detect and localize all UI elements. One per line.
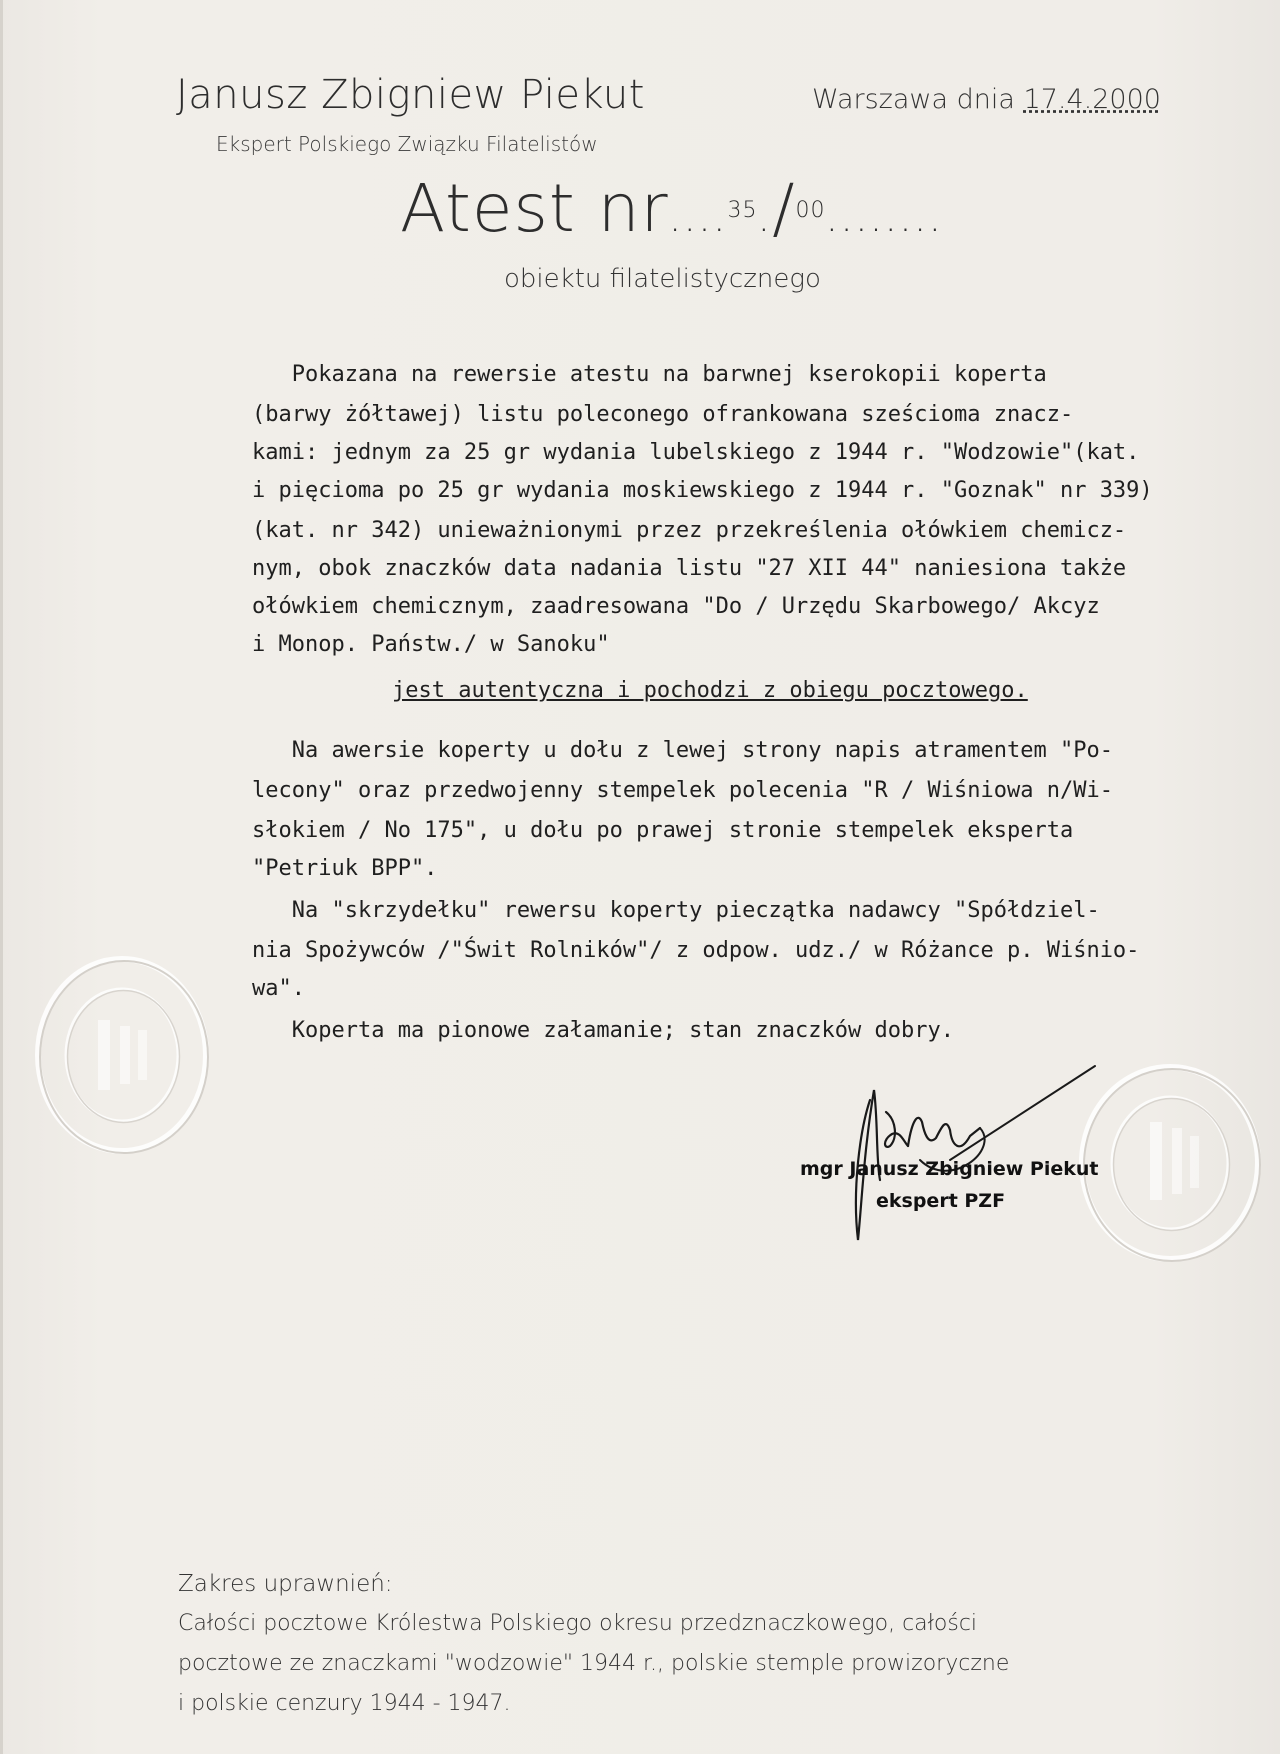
issue-date bbox=[812, 84, 1161, 115]
authenticity-verdict: jest autentyczna i pochodzi z obiegu pocztowego. bbox=[392, 678, 1028, 703]
scope-line: i polskie cenzury 1944 - 1947. bbox=[178, 1691, 511, 1716]
body-line: nym, obok znaczków data nadania listu "27 XII 44" naniesiona także bbox=[252, 556, 1127, 581]
certificate-number: 35 bbox=[727, 198, 758, 223]
body-line: lecony" oraz przedwojenny stempelek polecenia "R / Wiśniowa n/Wi- bbox=[252, 778, 1113, 803]
body-line: ołówkiem chemicznym, zaadresowana "Do / Urzędu Skarbowego/ Akcyz bbox=[252, 594, 1100, 619]
embossed-seal-left bbox=[28, 950, 216, 1160]
certificate-subtitle: obiektu filatelistycznego bbox=[504, 264, 821, 294]
body-line: Na "skrzydełku" rewersu koperty pieczątka nadawcy "Spółdziel- bbox=[252, 898, 1100, 923]
issuer-title: Ekspert Polskiego Związku Filatelistów bbox=[216, 132, 598, 156]
issuer-name: Janusz Zbigniew Piekut bbox=[176, 72, 645, 118]
body-line: i pięcioma po 25 gr wydania moskiewskiego z 1944 r. "Goznak" nr 339) bbox=[252, 478, 1153, 503]
body-line: Pokazana na rewersie atestu na barwnej kserokopii koperta bbox=[252, 362, 1047, 387]
body-line: i Monop. Państw./ w Sanoku" bbox=[252, 632, 610, 657]
certificate-title: Atest nr....$^{35}$./$^{00}$........ bbox=[400, 170, 944, 247]
date-value: 17.4.2000 bbox=[1023, 84, 1161, 115]
body-line: (barwy żółtawej) listu poleconego ofrankowana sześcioma znacz- bbox=[252, 402, 1074, 427]
body-line: wa". bbox=[252, 976, 305, 1001]
body-line: "Petriuk BPP". bbox=[252, 856, 438, 881]
handwritten-signature bbox=[800, 1050, 1110, 1250]
body-line: kami: jednym za 25 gr wydania lubelskiego z 1944 r. "Wodzowie"(kat. bbox=[252, 440, 1140, 465]
page-edge bbox=[0, 0, 3, 1754]
title-label: Atest nr bbox=[400, 170, 669, 247]
body-line: Koperta ma pionowe załamanie; stan znaczków dobry. bbox=[252, 1018, 954, 1043]
body-line: nia Spożywców /"Świt Rolników"/ z odpow. udz./ w Różance p. Wiśnio- bbox=[252, 938, 1140, 963]
scope-of-authority bbox=[178, 1564, 1009, 1724]
body-line: słokiem / No 175", u dołu po prawej stronie stempelek eksperta bbox=[252, 818, 1074, 843]
signature-block bbox=[800, 1050, 1110, 1250]
scope-title: Zakres uprawnień: bbox=[178, 1571, 393, 1597]
signatory-name: mgr Janusz Zbigniew Piekut bbox=[800, 1158, 1099, 1180]
certificate-year: 00 bbox=[795, 198, 826, 223]
date-label: Warszawa dnia bbox=[812, 84, 1015, 115]
signatory-role: ekspert PZF bbox=[876, 1190, 1006, 1212]
body-line: (kat. nr 342) unieważnionymi przez przekreślenia ołówkiem chemicz- bbox=[252, 518, 1127, 543]
scope-line: Całości pocztowe Królestwa Polskiego okresu przedznaczkowego, całości bbox=[178, 1611, 978, 1636]
body-line: Na awersie koperty u dołu z lewej strony napis atramentem "Po- bbox=[252, 738, 1113, 763]
scope-line: pocztowe ze znaczkami "wodzowie" 1944 r., polskie stemple prowizoryczne bbox=[178, 1651, 1010, 1676]
